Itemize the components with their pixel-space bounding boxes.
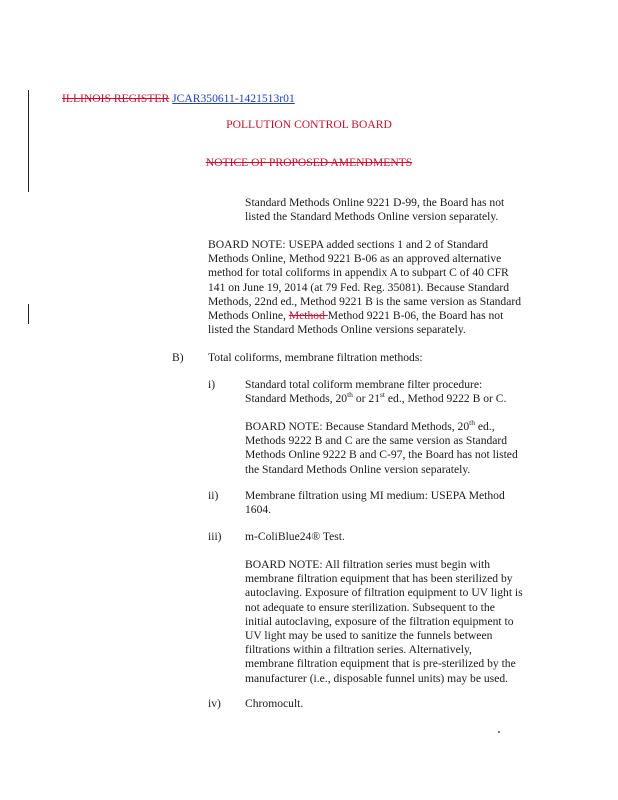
text-line: Methods Online 9222 B and C-97, the Board has not listed bbox=[245, 448, 518, 462]
text-line: filtrations within a filtration series. Alternatively, bbox=[245, 643, 472, 657]
board-note-1 bbox=[208, 238, 598, 337]
board-title: POLLUTION CONTROL BOARD bbox=[226, 118, 392, 131]
text-line: autoclaving. Exposure of filtration equipment to UV light is bbox=[245, 586, 523, 600]
text-line: BOARD NOTE: USEPA added sections 1 and 2 of Standard bbox=[208, 238, 489, 251]
item-iii-label: iii) bbox=[208, 530, 222, 543]
text-line: listed the Standard Methods Online versions separately. bbox=[208, 323, 466, 337]
board-note-3 bbox=[245, 558, 600, 686]
text-line-amended: Methods Online, Method Method 9221 B-06, the Board has not bbox=[208, 309, 504, 323]
text-line: BOARD NOTE: Because Standard Methods, 20th ed., bbox=[245, 418, 495, 433]
item-i-text bbox=[245, 378, 595, 406]
item-iii-text: m-ColiBlue24® Test. bbox=[245, 530, 345, 543]
item-iv-text: Chromocult. bbox=[245, 697, 304, 710]
text-line: initial autoclaving, exposure of the filtration equipment to bbox=[245, 614, 514, 628]
item-ii-text bbox=[245, 489, 595, 517]
change-bar-top bbox=[28, 90, 29, 192]
item-ii-label: ii) bbox=[208, 489, 219, 502]
text-line: the Standard Methods Online version separately. bbox=[245, 462, 471, 476]
text-line: Standard total coliform membrane filter procedure: bbox=[245, 378, 483, 391]
text-line: Standard Methods Online 9221 D-99, the Board has not bbox=[245, 196, 505, 209]
struck-word: Method bbox=[288, 309, 328, 323]
text-line: method for total coliforms in appendix A to subpart C of 40 CFR bbox=[208, 266, 509, 280]
text-line: Standard Methods, 20th or 21st ed., Method 9222 B or C. bbox=[245, 390, 507, 406]
change-bar-mid bbox=[28, 304, 29, 324]
text-line: BOARD NOTE: All filtration series must begin with bbox=[245, 558, 491, 571]
register-header bbox=[62, 92, 295, 106]
text-line: Methods, 22nd ed., Method 9221 B is the same version as Standard bbox=[208, 294, 521, 308]
section-b-label: B) bbox=[172, 351, 184, 364]
item-i-label: i) bbox=[208, 378, 216, 391]
text-line: 1604. bbox=[245, 503, 272, 517]
text-line: UV light may be used to sanitize the funnels between bbox=[245, 629, 493, 643]
text-line: Membrane filtration using MI medium: USEPA Method bbox=[245, 489, 505, 502]
item-iv-label: iv) bbox=[208, 697, 221, 710]
text-line: Methods 9222 B and C are the same version as Standard bbox=[245, 434, 508, 448]
section-b-title: Total coliforms, membrane filtration methods: bbox=[208, 351, 423, 364]
continuation-paragraph bbox=[245, 196, 595, 224]
text-line: Methods Online, Method 9221 B-06 as an approved alternative bbox=[208, 252, 502, 266]
text-line: membrane filtration equipment that is pre-sterilized by the bbox=[245, 657, 516, 671]
text-line: listed the Standard Methods Online version separately. bbox=[245, 210, 499, 224]
notice-struck-text: NOTICE OF PROPOSED AMENDMENTS bbox=[205, 156, 413, 169]
text-line: 141 on June 19, 2014 (at 79 Fed. Reg. 35081). Because Standard bbox=[208, 280, 510, 294]
text-line: manufacturer (i.e., disposable funnel units) may be used. bbox=[245, 671, 509, 685]
register-struck-text: ILLINOIS REGISTER bbox=[62, 92, 170, 105]
scan-speck bbox=[498, 731, 500, 733]
text-line: membrane filtration equipment that has been sterilized by bbox=[245, 572, 513, 586]
board-note-2 bbox=[245, 420, 595, 477]
notice-heading bbox=[0, 156, 618, 170]
register-inserted-text: JCAR350611-1421513r01 bbox=[172, 92, 295, 105]
text-line: not adequate to ensure sterilization. Subsequent to the bbox=[245, 600, 495, 614]
